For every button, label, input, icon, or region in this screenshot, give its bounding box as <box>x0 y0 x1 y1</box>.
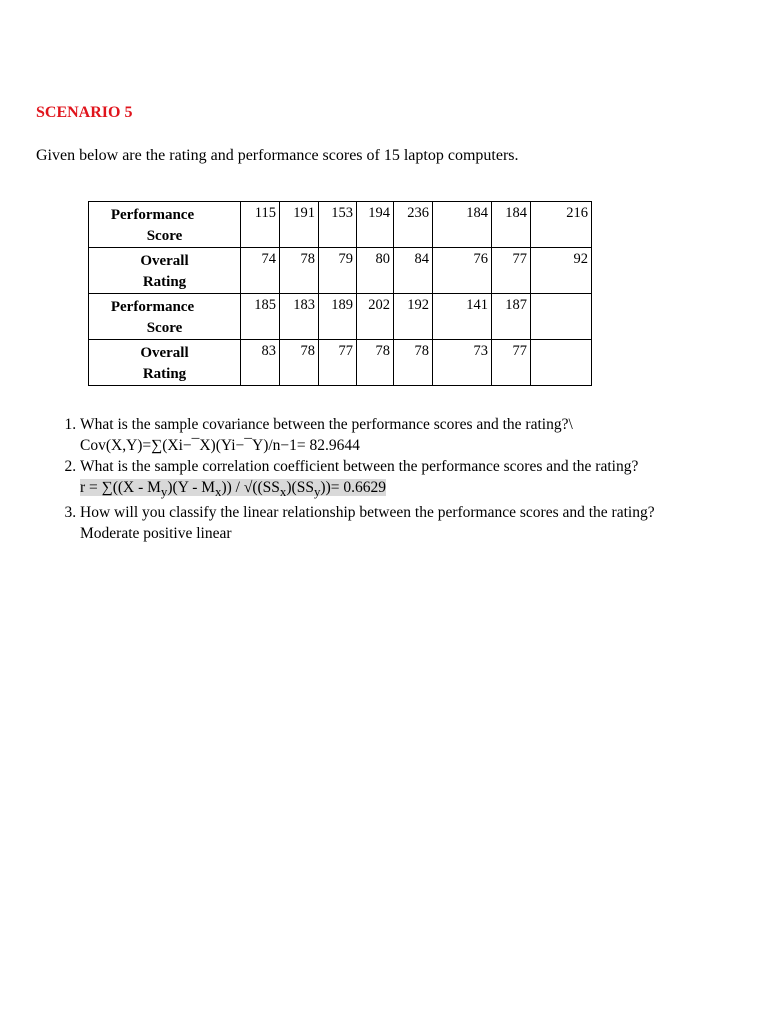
question-2 <box>80 456 700 502</box>
table-cell: 236 <box>394 202 433 248</box>
table-cell: 78 <box>394 340 433 386</box>
table-cell <box>531 294 592 340</box>
questions-list <box>56 414 700 544</box>
answer-text: Cov(X,Y)=∑(Xi−¯X)(Yi−¯Y)/n−1= 82.9644 <box>80 437 360 454</box>
formula-sub: x <box>279 484 287 500</box>
intro-text: Given below are the rating and performance scores of 15 laptop computers. <box>36 147 519 164</box>
table-cell: 78 <box>357 340 394 386</box>
table-cell: 191 <box>280 202 319 248</box>
formula-part: )) / √((SS <box>221 479 280 496</box>
table-cell: 184 <box>492 202 531 248</box>
table-row <box>89 294 592 340</box>
table-cell: 77 <box>492 340 531 386</box>
table-cell: 78 <box>280 340 319 386</box>
formula-sub: y <box>313 484 321 500</box>
row-label-line: Score <box>146 228 183 244</box>
table-cell: 78 <box>280 248 319 294</box>
row-label-line: Overall <box>140 345 189 361</box>
table-cell: 141 <box>433 294 492 340</box>
table-cell: 83 <box>241 340 280 386</box>
table-cell <box>531 340 592 386</box>
row-label-line: Performance <box>110 299 195 315</box>
table-row <box>89 202 592 248</box>
table-cell: 194 <box>357 202 394 248</box>
formula-part: ))= 0.6629 <box>320 479 386 496</box>
table-cell: 80 <box>357 248 394 294</box>
table-cell: 192 <box>394 294 433 340</box>
question-text: What is the sample covariance between the performance scores and the rating?\ <box>80 416 573 433</box>
table-row <box>89 340 592 386</box>
table-cell: 189 <box>319 294 357 340</box>
table-cell: 187 <box>492 294 531 340</box>
row-label-line: Rating <box>142 366 187 382</box>
table-cell: 77 <box>319 340 357 386</box>
table-cell: 115 <box>241 202 280 248</box>
table-cell: 92 <box>531 248 592 294</box>
row-label <box>89 294 241 340</box>
formula-part: )(Y - M <box>167 479 216 496</box>
table-cell: 202 <box>357 294 394 340</box>
table-cell: 84 <box>394 248 433 294</box>
row-label-line: Rating <box>142 274 187 290</box>
question-text: What is the sample correlation coefficient between the performance scores and the rating? <box>80 458 639 475</box>
row-label <box>89 202 241 248</box>
table-cell: 216 <box>531 202 592 248</box>
table-cell: 184 <box>433 202 492 248</box>
formula-part: )(SS <box>286 479 314 496</box>
question-1 <box>80 414 700 456</box>
formula-sub: y <box>160 484 168 500</box>
table-cell: 74 <box>241 248 280 294</box>
question-3 <box>80 502 700 544</box>
answer-formula <box>80 479 386 500</box>
scores-table <box>88 201 592 386</box>
table-cell: 185 <box>241 294 280 340</box>
formula-sub: x <box>215 484 222 500</box>
table-cell: 79 <box>319 248 357 294</box>
row-label <box>89 340 241 386</box>
row-label-line: Performance <box>110 207 195 223</box>
table-row <box>89 248 592 294</box>
question-text: How will you classify the linear relationship between the performance scores and the rating? <box>80 504 655 522</box>
answer-text: Moderate positive linear <box>80 525 232 543</box>
table-cell: 77 <box>492 248 531 294</box>
formula-part: r = ∑((X - M <box>80 479 161 496</box>
table-cell: 76 <box>433 248 492 294</box>
row-label-line: Overall <box>140 253 189 269</box>
table-cell: 183 <box>280 294 319 340</box>
scenario-heading: SCENARIO 5 <box>36 104 133 121</box>
table-cell: 73 <box>433 340 492 386</box>
table-cell: 153 <box>319 202 357 248</box>
row-label <box>89 248 241 294</box>
row-label-line: Score <box>146 320 183 336</box>
